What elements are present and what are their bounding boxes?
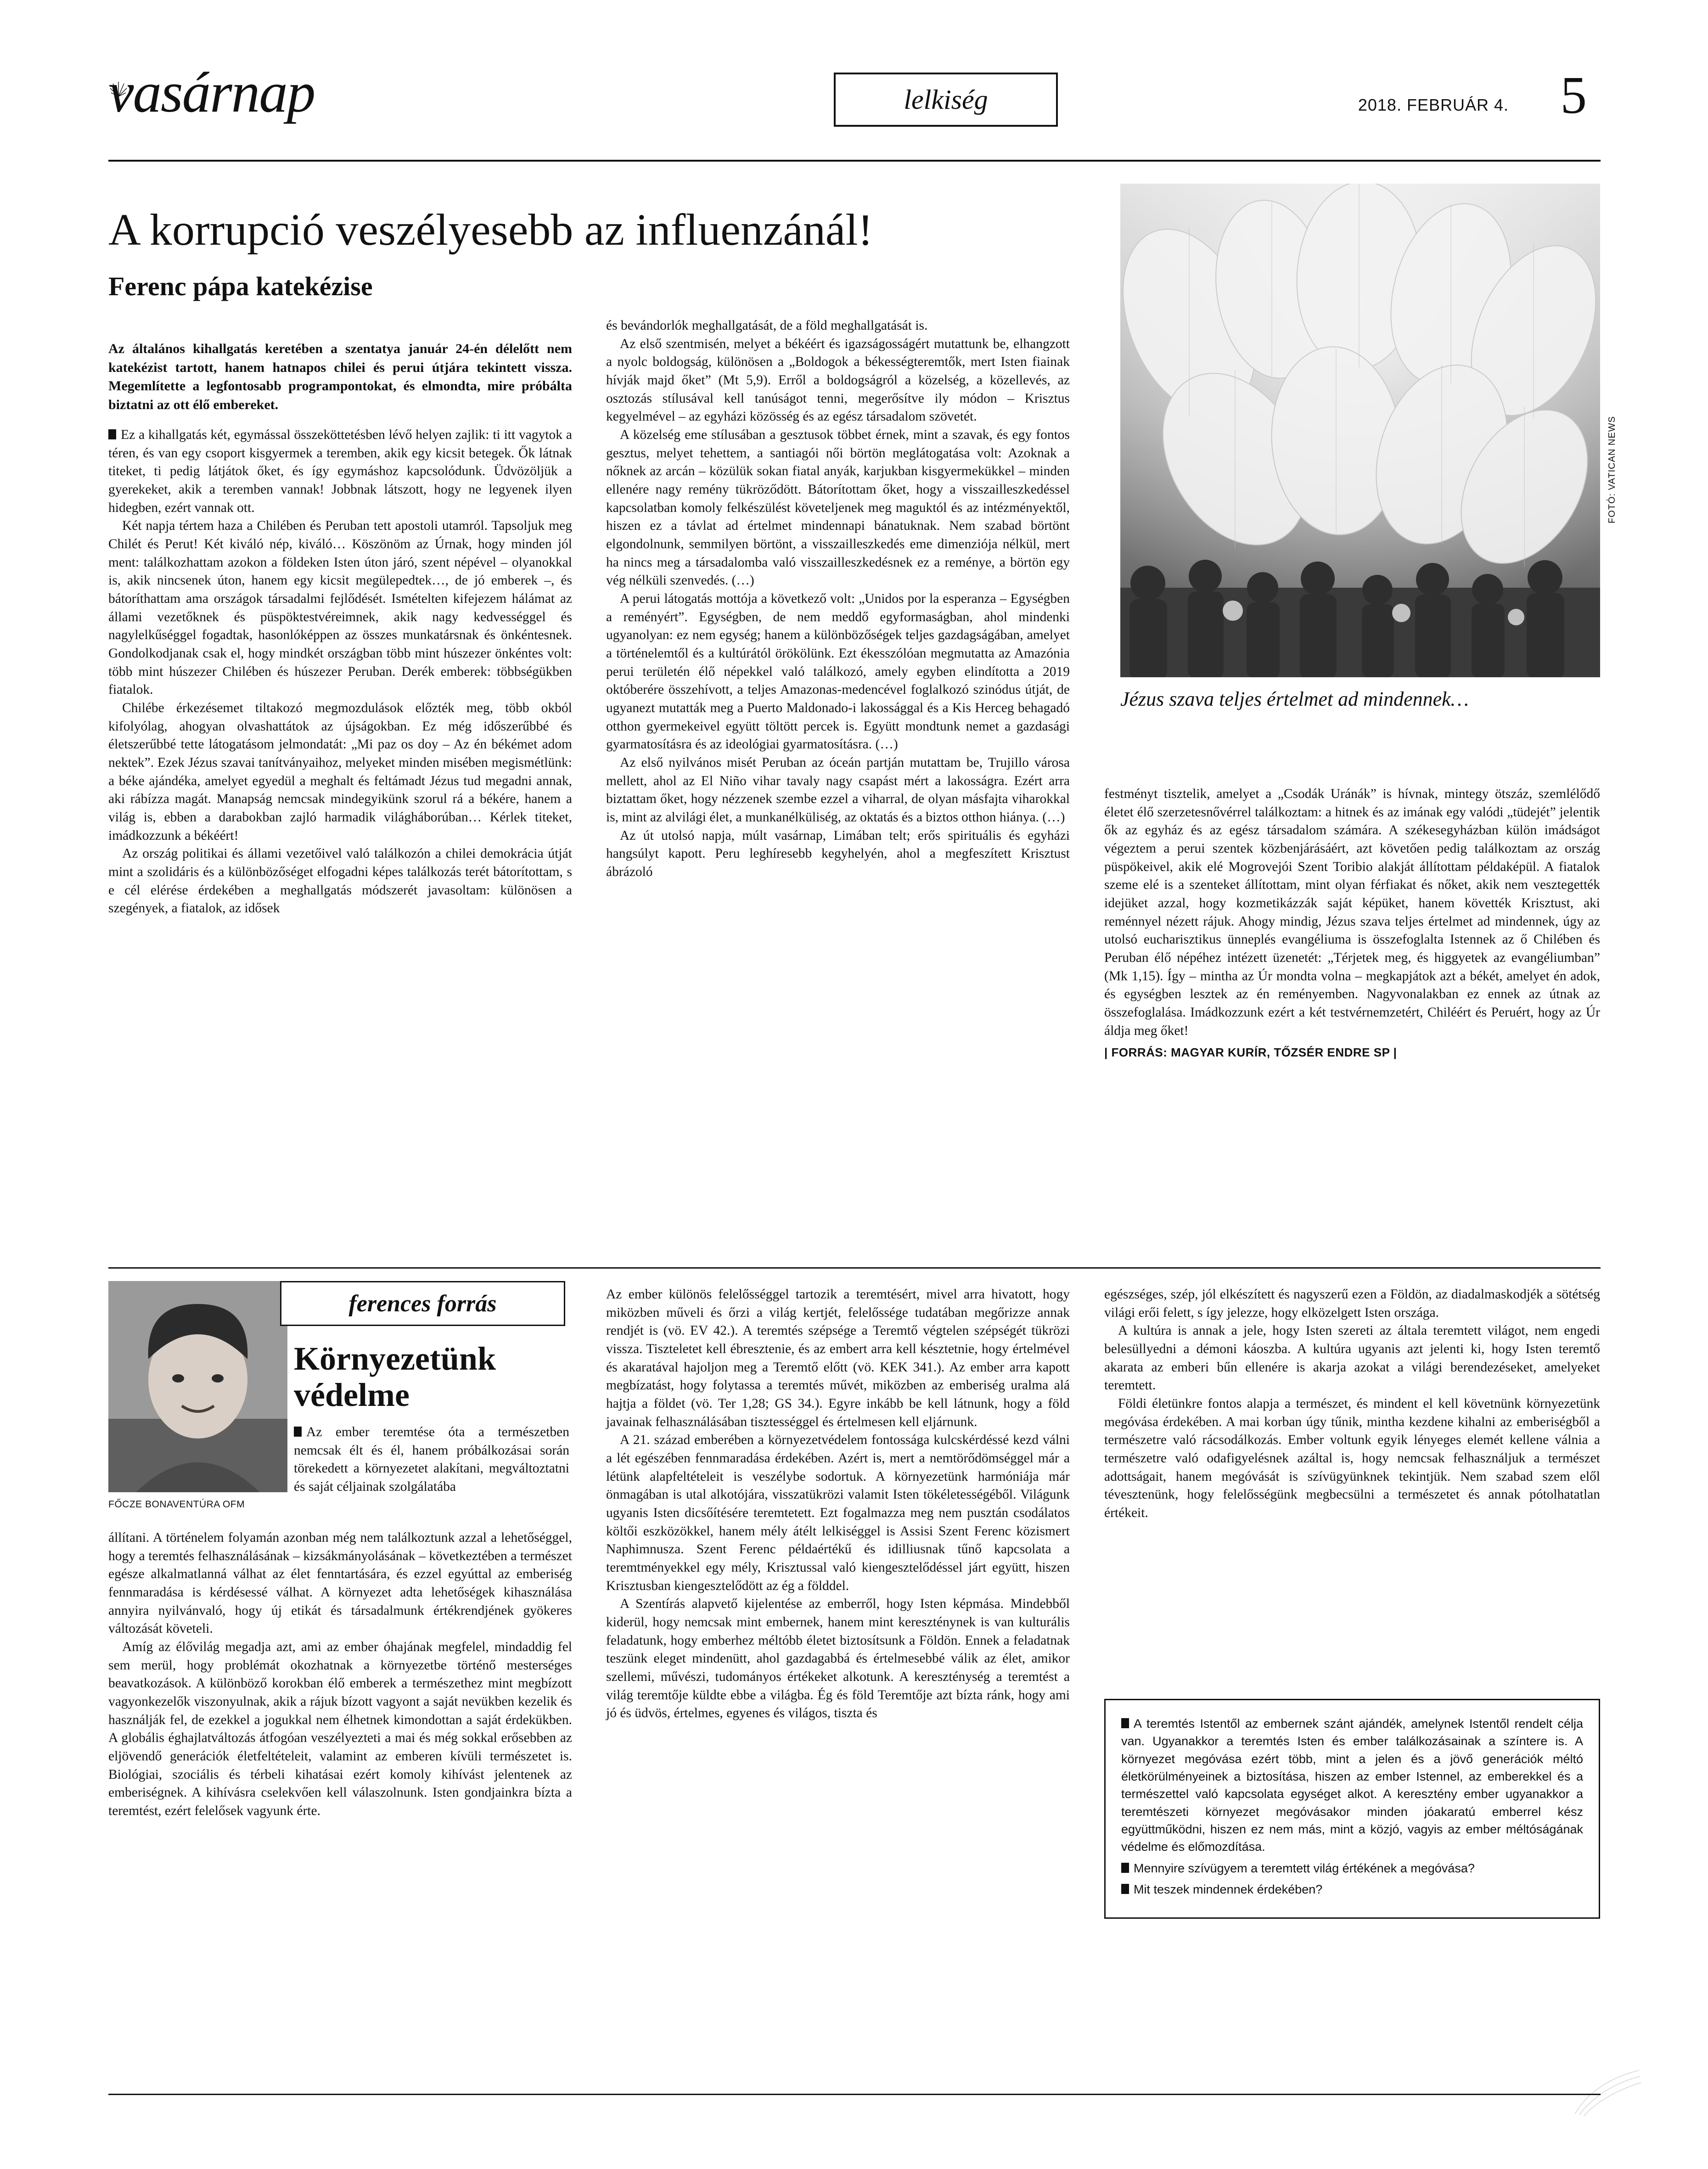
paragraph: Az első szentmisén, melyet a békéért és igazságosságért mutattunk be, elhangzott a nyolc boldogság, különösen a „Boldogok a békességteremtők, mert Isten fiainak hívják majd őket” (Mt 5,9). Erről a boldogságról a közelség, a közellevés, az osztozás stílusával kell tanúságot tenni, megerősítve ily módon – Krisztus kegyelmével – az egyházi közösség és az egész társadalom szövetét. xyxy=(606,336,1070,424)
second-article-column-2 xyxy=(606,1286,1070,1723)
paragraph: Az ember teremtése óta a természetben nemcsak élt és él, hanem próbálkozásai során törekedett a környezetet alakítani, megváltoztatni és saját céljainak szolgálatába xyxy=(294,1423,569,1496)
column-tag: ferences forrás xyxy=(280,1281,565,1326)
second-article-title: Környezetünk védelme xyxy=(294,1340,496,1414)
reflection-question-2: Mit teszek mindennek érdekében? xyxy=(1121,1881,1583,1898)
reflection-text: A teremtés Istentől az embernek szánt ajándék, amelynek Istentől rendelt célja van. Ugyanakkor a teremtés Isten és ember találkozásainak a színtere is. A környezet megóvása ezért több, mint a jelen és a jövő generációk méltó életkörülményeinek a biztosítása, hiszen az ember Istennel, az emberekkel és a természettel való kapcsolata egységet alkot. A keresztény ember ugyanakkor a teremtészeti környezet megóvásakor minden jóakaratú emberrel kész együttműködni, hiszen ez nem más, mint a közjó, vagyis az ember méltóságának védelme és előmozdítása. xyxy=(1121,1715,1583,1856)
article-photo xyxy=(1120,184,1600,677)
second-article-column-1 xyxy=(108,1529,572,1821)
paragraph: Chilébe érkezésemet tiltakozó megmozdulások előzték meg, több okból kifolyólag, ahogyan olvashattátok az újságokban. Ez még időszerűbbé és életszerűbbé tette látogatásom jelmondatát: „Mi paz os doy – Az én békémet adom nektek”. Ezek Jézus szavai tanítványaihoz, melyeket minden misében megismétlünk: a béke ajándéka, amelyet egyedül a meghalt és feltámadt Jézus tud megadni annak, aki rábízza magát. Manapság nemcsak mindegyikünk szorul rá a békére, hanem a világ is, ebben a darabokban zajló harmadik világháborúban… Kérlek titeket, imádkozzunk a békéért! xyxy=(108,701,572,843)
issue-date: 2018. FEBRUÁR 4. xyxy=(1358,96,1509,114)
reflection-question-1: Mennyire szívügyem a teremtett világ értékének a megóvása? xyxy=(1121,1860,1583,1877)
corner-ornament-icon xyxy=(1570,2063,1644,2118)
paragraph: Ez a kihallgatás két, egymással összeköttetésben lévő helyen zajlik: ti itt vagytok a téren, és van egy csoport kisgyermek a teremben, akik egy kicsit betegek. Ők látnak titeket, ti pedig látjátok őket, és így egymáshoz kapcsolódunk. Üdvözöljük a gyerekeket, akik a teremben vannak! Jobbnak látszott, hogy ne legyenek ilyen hidegben, ezért vannak ott. xyxy=(108,426,572,517)
paragraph: állítani. A történelem folyamán azonban még nem találkoztunk azzal a lehetőséggel, hogy a teremtés felhasználásának – kizsákmányolásának – következtében a természet egésze alkalmatlanná válhat az élet fenntartására, és ezzel egyúttal az emberiség fennmaradása is kérdésessé válhat. A környezet adta lehetőségek kihasználása annyira nyilvánvaló, hogy új etikát és társadalmunk értékrendjének gyökeres változását követeli. xyxy=(108,1530,572,1636)
paragraph: Két napja tértem haza a Chilében és Peruban tett apostoli utamról. Tapsoljuk meg Chilét és Perut! Két kiváló nép, kiváló… Köszönöm az Úrnak, hogy minden jól ment: találkozhattam azokon a földeken Isten úton járó, szent népével – olyanokkal is, akik nincsenek úton, hanem egy kicsit megülepedtek…, de jó emberek –, és bátoríthattam ama országok társadalmi fejlődését. Ismételten kifejezem hálámat az állami vezetőknek és püspöktestvéreimnek, akik nagy kedvességgel és nagylelkűséggel fogadtak, hasonlóképpen az összes munkatársnak és önkéntesnek. Gondolkodjanak csak el, hogy mindkét országban több mint húszezer önkéntes volt: több mint húszezer Chilében és húszezer Peruban. Derék emberek: többségükben fiatalok. xyxy=(108,518,572,697)
masthead-divider xyxy=(108,160,1601,162)
main-article-column-2 xyxy=(606,317,1070,882)
paragraph: Földi életünkre fontos alapja a természet, és mindent el kell követnünk környezetünk megóvása érdekében. A mai korban úgy tűnik, mintha kezdene kihalni az emberiségből a természetre való rácsodálkozás. Ember voltunk egyik lényeges elemét kellene válnia a természetre való odafigyelésnek azáltal is, hogy nemcsak felhasználjuk a természet adottságait, hanem megóvását is szívügyünknek tekintjük. Nem szabad szem elől tévesztenünk, hogy felelősségünk megbecsülni a természetet és annak pótolhatatlan értékeit. xyxy=(1104,1396,1600,1521)
article-headline: A korrupció veszélyesebb az influenzánál! xyxy=(108,205,873,255)
paragraph: egészséges, szép, jól elkészített és nagyszerű ezen a Földön, az diadalmaskodjék a sötétség világi erői felett, s így jelezze, hogy elközelgett Isten országa. xyxy=(1104,1287,1600,1320)
paragraph: A Szentírás alapvető kijelentése az emberről, hogy Isten képmása. Mindebből kiderül, hogy nemcsak mint embernek, hanem mint kereszténynek is van kulturális feladatunk, hogy emberhez méltóbb életet biztosítsunk a Földön. Ennek a feladatnak teszünk eleget mindenütt, ahol gazdagabbá és értelmesebbé válik az élet, amikor szellemi, művészi, tudományos értékeket alkotunk. A kereszténység a teremtést a világ teremtője küldte ebbe a világba. Ég és föld Teremtője azt bízta ránk, hogy ami jó és üdvös, értelmes, egyenes és világos, tiszta és xyxy=(606,1596,1070,1721)
masthead xyxy=(108,55,1601,161)
paragraph: és bevándorlók meghallgatását, de a föld meghallgatását is. xyxy=(606,318,928,333)
reflection-box xyxy=(1104,1699,1600,1919)
article-subheadline: Ferenc pápa katekézise xyxy=(108,271,373,301)
paragraph: Az ország politikai és állami vezetőivel való találkozón a chilei demokrácia útját mint a szolidáris és a különbözőséget elfogadni képes találkozás terét bátorítottam, s e cél elérése érdekében a meghallgatás módszerét javasoltam: különösen a szegények, a fiatalok, az idősek xyxy=(108,846,572,916)
section-tag: lelkiség xyxy=(834,73,1058,127)
paragraph: festményt tisztelik, amelyet a „Csodák Uránák” is hívnak, mintegy ötszáz, szemlélődő életet élő szerzetesnővérrel találkoztam: a hitnek és az imának egy valódi „tüdejét” jelentik ők az egyház és az egész társadalom számára. A székesegyházban külön imádságot végeztem a perui szentek közbenjárásáért, azt követően pedig találkoztam az ország püspökeivel, akik elé Mogrovejói Szent Toribio alakját állítottam példaképül. A fiatalok szeme elé is a szenteket állítottam, mint olyan férfiakat és nőket, akik nem vesztegették idejüket azzal, hogy kozmetikázzák saját képüket, hanem követték Krisztust, aki reménnyel nézett rájuk. Ahogy mindig, Jézus szava teljes értelmet ad mindennek, úgy az utolsó eucharisztikus ünneplés evangéliuma is összefoglalta Istennek az ő Chilében és Peruban élő népéhez intézett üzenetét: „Térjetek meg, és higgyetek az evangéliumban” (Mk 1,15). Így – mintha az Úr mondta volna – megkapjátok azt a békét, amelyet én adok, és egységben lesztek az én reményemben. Nagyvonalakban ez ennek az útnak az összefoglalása. Imádkozzunk ezért a két testvérnemzetért, Chiléért és Peruért, hogy az Úr áldja meg őket! xyxy=(1104,787,1600,1038)
paragraph: A kultúra is annak a jele, hogy Isten szereti az általa teremtett világot, nem engedi belesüllyedni a démoni káoszba. A kultúra ugyanis azt jelenti ki, hogy Isten teremtő akarata az emberi bűn ellenére is akarja azokat a világi berendezéseket, amelyeket teremtett. xyxy=(1104,1323,1600,1393)
paragraph: Amíg az élővilág megadja azt, ami az ember óhajának megfelel, mindaddig fel sem merül, hogy problémát okozhatnak a környezetbe történő mesterséges beavatkozások. A különböző korokban élő emberek a természethez mint megbízott vagyonkezelők viszonyulnak, akik a rájuk bízott vagyont a saját nevükben kezelik és használják fel, de ezekkel a jogukkal nem élhetnek kimondottan a saját érdekükben. A globális éghajlatváltozás átfogóan veszélyezteti a mai és még sokkal erősebben az eljövendő generációk életfeltételeit, valamint az emberen kívüli természetet is. Biológiai, szociális és térbeli kihatásai ezért komoly kihívást jelentenek az emberiségnek. A kihívásra cselekvően kell válaszolnunk. Isten gondjainkra bízta a teremtést, ezért felelősek vagyunk érte. xyxy=(108,1640,572,1819)
paragraph: Az ember különös felelősséggel tartozik a teremtésért, mivel arra hivatott, hogy miközben műveli és őrzi a világ kertjét, felelőssége tudatában megőrizze annak rendjét is (vö. EV 42.). A teremtés szépsége a Teremtő végtelen szépségét tükrözi vissza. Tiszteletet kell ébresztenie, és az embert arra kell késztetnie, hogy értelmével és akaratával hajoljon meg a Teremtő előtt (vö. KEK 341.). Az ember arra kapott megbízatást, hogy folytassa a teremtés művét, miközben az emberiség uralma alá hajtja a földet (vö. Ter 1,28; GS 34.). Egyre inkább be kell látnunk, hogy a föld javainak felhasználásában tisztességgel és értelmesen kell eljárnunk. xyxy=(606,1287,1070,1429)
photo-credit: FOTÓ: VATICAN NEWS xyxy=(1607,416,1617,523)
paragraph: A perui látogatás mottója a következő volt: „Unidos por la esperanza – Egységben a reményért”. Egységben, de nem meddő egyformaságban, ahol mindenki ugyanolyan: ez nem egység; hanem a különbözőségek teljes gazdagságában, amelyet a történelemtől és a kultúrától örökölünk. Ezt ékesszólóan megmutatta az Amazónia perui területén élő népekkel való találkozó, amely egyben elindította a 2019 októberére összehívott, a teljes Amazonas-medencével foglalkozó szinódus útját, de ugyanezt mutatták meg a Puerto Maldonado-i lakossággal és a Kis Herceg behagadó otthon gyermekeivel együtt töltött percek is. Együtt mondtunk nemet a gazdasági gyarmatosításra és az ideológiai gyarmatosításra. (…) xyxy=(606,591,1070,752)
main-article-column-1 xyxy=(108,340,572,918)
author-name: FŐCZE BONAVENTÚRA OFM xyxy=(108,1499,245,1510)
article-source: | FORRÁS: MAGYAR KURÍR, TŐZSÉR ENDRE SP | xyxy=(1104,1045,1397,1060)
paragraph: Az első nyilvános misét Peruban az óceán partján mutattam be, Trujillo városa mellett, ahol az El Niño vihar tavaly nagy csapást mért a lakosságra. Ezért arra biztattam őket, hogy nézzenek szembe ezzel a viharral, de olyan másfajta viharokkal is, mint az alvilági élet, a munkanélküliség, az oktatás és a biztos otthon hiánya. (…) xyxy=(606,755,1070,825)
second-article-column-3 xyxy=(1104,1286,1600,1523)
publication-logo: vasárnap xyxy=(108,61,315,124)
paragraph: Az út utolsó napja, múlt vasárnap, Limában telt; erős spirituális és egyházi hangsúlyt kapott. Peru leghíresebb kegyhelyén, ahol a megfeszített Krisztust ábrázoló xyxy=(606,828,1070,880)
footer-divider xyxy=(108,2094,1601,2095)
second-article-column-1-top xyxy=(294,1423,569,1496)
section-divider xyxy=(108,1267,1601,1269)
page-number: 5 xyxy=(1560,66,1587,124)
author-portrait xyxy=(108,1281,287,1492)
paragraph: A 21. század emberében a környezetvédelem fontossága kulcskérdéssé kezd válni a lét egészében fennmaradása érdekében. Azért is, mert a nemtörődömséggel már a létünk alapfeltételeit is veszélybe sodortuk. A környezetünk harmóniája már önmagában is utal alkotójára, visszatükrözi valamit Isten tökéletességéből. Világunk ugyanis Isten dicsőítésére teremtetett. Ezt fogalmazza meg nem pusztán csodálatos költői eszközökkel, hanem mély átélt lelkiséggel is Assisi Szent Ferenc közismert Naphimnusza. Szent Ferenc példaértékű és idilliusnak tűnő kapcsolata a teremtményekkel egy mély, Krisztussal való kiengesztelődéssel járt együtt, hiszen Krisztusban kiengesztelődött az ég a földdel. xyxy=(606,1433,1070,1593)
main-article-column-3 xyxy=(1104,785,1600,1061)
article-lead: Az általános kihallgatás keretében a szentatya január 24-én délelőtt nem katekézist tartott, hanem hatnapos chilei és perui útjára tekintett vissza. Megemlítette a legfontosabb programpontokat, és elmondta, mire próbálta biztatni az ott élő embereket. xyxy=(108,341,572,412)
photo-caption: Jézus szava teljes értelmet ad mindennek… xyxy=(1120,688,1469,710)
paragraph: A közelség eme stílusában a gesztusok többet érnek, mint a szavak, és egy fontos gesztus, melyet tehettem, a santiagói női börtön meglátogatása volt: Azoknak a nőknek az arcán – közülük sokan fiatal anyák, karjukban kisgyermekükkel – minden ellenére nagy remény tükröződött. Bátorítottam őket, hogy a visszailleszkedéssel kapcsolatban komoly felkészülést követeljenek meg maguktól és az intézményektől, hiszen ez a távlat ad értelmet mindennapi bánatuknak. Nem szabad börtönt elgondolnunk, semmilyen börtönt, a visszailleszkedés eme dimenziója nélkül, mert ha nincs meg a társadalomba való visszailleszkedésnek ez a reménye, a börtön egy vég nélküli szenvedés. (…) xyxy=(606,427,1070,588)
